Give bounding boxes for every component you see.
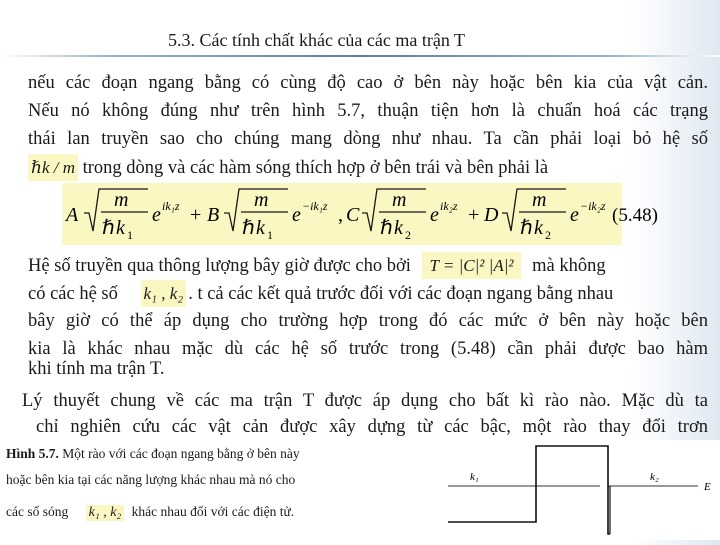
eq-k: k	[116, 217, 125, 239]
paragraph1-line2: Nếu nó không đúng như trên hình 5.7, thuận tiện hơn là chuẩn hoá các trạng	[28, 101, 708, 121]
coef-B: B	[207, 204, 220, 226]
coef-D: D	[484, 204, 499, 226]
svg-text:k: k	[256, 217, 265, 239]
svg-text:,: ,	[338, 204, 343, 226]
svg-text:m: m	[254, 189, 269, 211]
svg-text:1: 1	[127, 228, 133, 242]
figure-caption-line3: các số sóng k₁ , k₂ khác nhau đối với các điện tử.	[6, 504, 295, 520]
paragraph2-line2-pre: có các hệ số	[28, 284, 118, 304]
svg-text:+: +	[190, 204, 202, 226]
paragraph2-line1-post: mà không	[532, 256, 606, 276]
svg-text:ℏ: ℏ	[380, 217, 393, 239]
equation-label: (5.48)	[612, 205, 658, 226]
paragraph1-line1: nếu các đoạn ngang bằng có cùng độ cao ở bên này hoặc bên kia của vật cản.	[28, 73, 708, 93]
paragraph2-line4: kia là khác nhau mặc dù các hệ số trước trong (5.48) cần phải được bao hàm	[28, 339, 708, 359]
paragraph2-line1-pre: Hệ số truyền qua thông lượng bây giờ được cho bởi	[28, 256, 411, 276]
k1-label: k₁	[470, 471, 479, 483]
paragraph3-line2: chỉ nghiên cứu các vật cản được xây dựng từ các bậc, một rào thay đổi trơn	[36, 417, 708, 437]
svg-text:e: e	[570, 204, 579, 226]
coef-A: A	[66, 204, 79, 226]
svg-text:e: e	[152, 204, 161, 226]
coef-C: C	[346, 204, 360, 226]
barrier-figure	[440, 440, 720, 540]
svg-text:m: m	[532, 189, 547, 211]
svg-text:e: e	[430, 204, 439, 226]
page-title: 5.3. Các tính chất khác của các ma trận T	[168, 30, 466, 50]
svg-text:m: m	[392, 189, 407, 211]
paragraph2-line2	[28, 280, 708, 308]
hbar-k-over-m-math: ℏk / m	[28, 154, 78, 181]
svg-text:2: 2	[405, 228, 411, 242]
k1-k2-math: k₁ , k₂	[141, 280, 187, 307]
svg-text:+: +	[468, 204, 480, 226]
paragraph2-line1	[28, 252, 708, 280]
svg-text:k: k	[394, 217, 403, 239]
figure-caption-line1: Hình 5.7. Một rào với các đoạn ngang bằng ở bên này	[6, 446, 300, 461]
svg-text:ik₂z: ik₂z	[440, 199, 458, 213]
svg-text:−ik₁z: −ik₁z	[302, 199, 328, 213]
svg-text:−ik₂z: −ik₂z	[580, 199, 606, 213]
title-divider	[0, 55, 720, 57]
eq-hbar: ℏ	[102, 217, 115, 239]
paragraph1-line4	[28, 154, 708, 182]
svg-text:ℏ: ℏ	[520, 217, 533, 239]
svg-text:k: k	[534, 217, 543, 239]
transmission-formula: T = |C|² |A|²	[422, 252, 522, 279]
figure-label: Hình 5.7.	[6, 446, 59, 461]
paragraph2-line3: bây giờ có thể áp dụng cho trường hợp trong đó các mức ở bên này hoặc bên	[28, 311, 708, 331]
paragraph3-line1: Lý thuyết chung về các ma trận T được áp dụng cho bất kì rào nào. Mặc dù ta	[22, 391, 708, 411]
paragraph2-line5: khi tính ma trận T.	[28, 359, 165, 379]
svg-text:ℏ: ℏ	[242, 217, 255, 239]
k2-label: k₂	[650, 471, 659, 483]
paragraph1-line4-text: trong dòng và các hàm sóng thích hợp ở bên trái và bên phải là	[82, 158, 549, 178]
equation-5-48	[62, 183, 658, 245]
svg-text:e: e	[292, 204, 301, 226]
paragraph2-line2-post: . t cả các kết quả trước đối với các đoạn ngang bằng nhau	[188, 284, 614, 304]
svg-text:1: 1	[267, 228, 273, 242]
svg-text:ik₁z: ik₁z	[162, 199, 180, 213]
caption-k1-k2-math: k₁ , k₂	[86, 505, 125, 521]
svg-text:2: 2	[545, 228, 551, 242]
E-label: E	[704, 481, 711, 493]
paragraph1-line3: thái lan truyền sao cho chúng mang dòng như nhau. Ta cần phải loại bỏ hệ số	[28, 129, 708, 149]
eq-m: m	[114, 189, 129, 211]
figure-caption-line2: hoặc bên kia tại các năng lượng khác nhau mà nó cho	[6, 472, 296, 487]
